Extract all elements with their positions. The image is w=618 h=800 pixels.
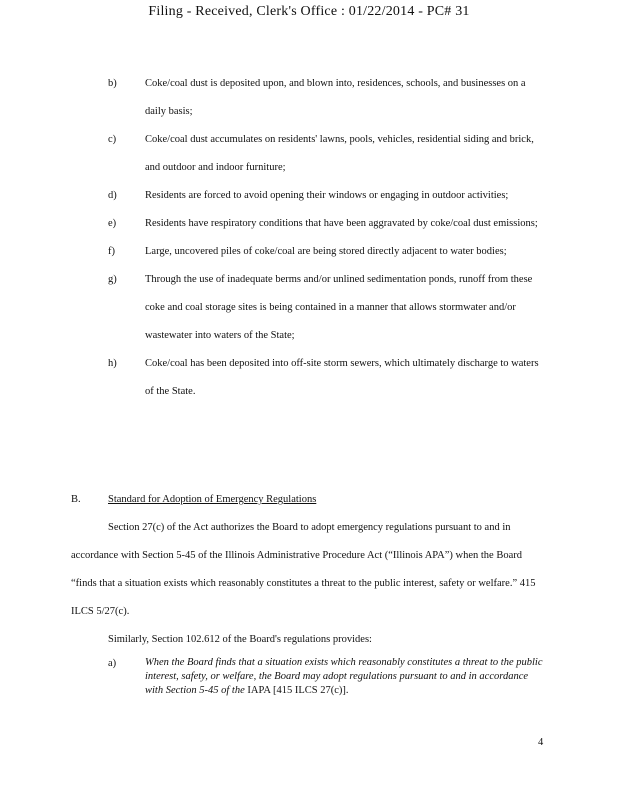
item-label: f) [108,246,115,257]
item-label: d) [108,190,117,201]
list-item-f [0,238,618,266]
list-item-e [0,210,618,238]
paragraph-section-102-612: Similarly, Section 102.612 of the Board's regulations provides: [108,634,372,645]
quote-text [145,656,545,698]
item-label: g) [108,274,117,285]
filing-stamp-header: Filing - Received, Clerk's Office : 01/22/2014 - PC# 31 [148,4,470,19]
item-text: Residents have respiratory conditions that have been aggravated by coke/coal dust emissions; [145,218,538,229]
item-text: Coke/coal has been deposited into off-site storm sewers, which ultimately discharge to waters of the State. [145,358,539,397]
item-label: c) [108,134,117,145]
list-item-c [0,126,618,182]
item-label: e) [108,218,117,229]
paragraph-section-27c: Section 27(c) of the Act authorizes the Board to adopt emergency regulations pursuant to and in accordance with Section 5-45 of the Illinois Administrative Procedure Act (“Illinois APA”) when the Board “finds that a situation exists which reasonably constitutes a threat to the public interest, safety or welfare.” 415 ILCS 5/27(c). [71,522,536,617]
section-label: B. [71,494,81,505]
item-label: h) [108,358,117,369]
item-text: Through the use of inadequate berms and/or unlined sedimentation ponds, runoff from these coke and coal storage sites is being contained in a manner that allows stormwater and/or wastewater into waters of the State; [145,274,533,341]
list-item-h [0,350,618,406]
list-item-g [0,266,618,350]
page-number: 4 [538,737,544,748]
quote-label: a) [108,658,117,669]
list-item-d [0,182,618,210]
quote-text-citation: IAPA [415 ILCS 27(c)]. [247,685,349,696]
item-text: Coke/coal dust is deposited upon, and blown into, residences, schools, and businesses on a daily basis; [145,78,526,117]
section-title: Standard for Adoption of Emergency Regulations [108,494,317,505]
item-text: Residents are forced to avoid opening their windows or engaging in outdoor activities; [145,190,509,201]
findings-list [0,70,618,406]
item-label: b) [108,78,117,89]
list-item-b [0,70,618,126]
section-heading [71,486,316,514]
regulation-quote [0,656,618,698]
item-text: Large, uncovered piles of coke/coal are being stored directly adjacent to water bodies; [145,246,507,257]
quote-text-italic: When the Board finds that a situation exists which reasonably constitutes a threat to the public interest, safety, or welfare, the Board may adopt regulations pursuant to and in accordance with Section 5-45 of the [145,657,543,696]
item-text: Coke/coal dust accumulates on residents' lawns, pools, vehicles, residential siding and brick, and outdoor and indoor furniture; [145,134,534,173]
